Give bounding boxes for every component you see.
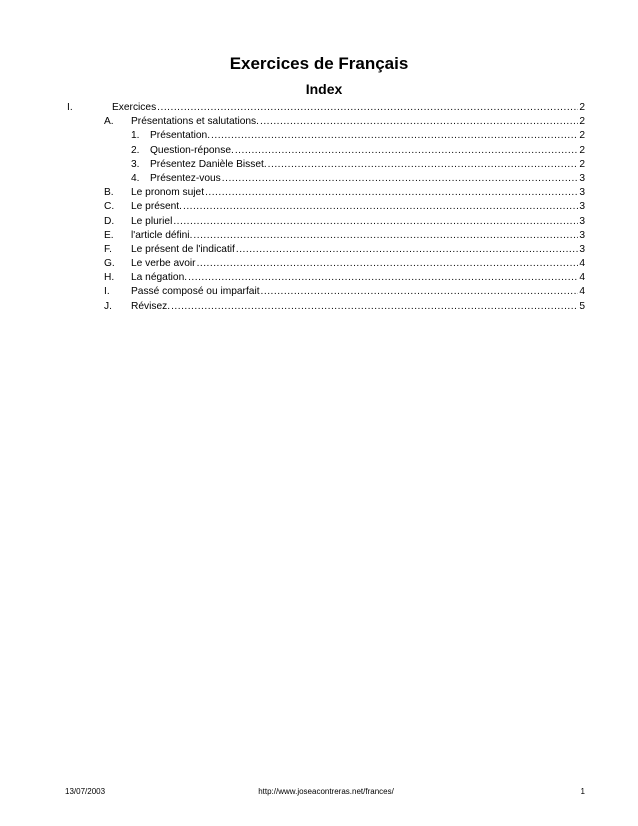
table-of-contents bbox=[0, 101, 638, 314]
toc-label: Le pluriel bbox=[131, 215, 173, 227]
footer-date: 13/07/2003 bbox=[65, 787, 106, 796]
toc-label: Passé composé ou imparfait bbox=[131, 286, 260, 298]
toc-label: Question-réponse. bbox=[150, 144, 234, 156]
toc-entry-pronom-sujet[interactable] bbox=[0, 186, 638, 200]
toc-marker: 2. bbox=[131, 144, 140, 156]
footer-page-number: 1 bbox=[580, 787, 585, 796]
toc-page-number: 2 bbox=[579, 144, 585, 156]
toc-label: Le pronom sujet bbox=[131, 187, 205, 199]
dot-leader bbox=[261, 285, 579, 299]
dot-leader bbox=[222, 172, 579, 186]
footer-url[interactable]: http://www.joseacontreras.net/frances/ bbox=[258, 787, 394, 796]
toc-page-number: 2 bbox=[579, 158, 585, 170]
toc-marker: B. bbox=[104, 187, 114, 199]
dot-leader bbox=[183, 200, 578, 214]
toc-page-number: 3 bbox=[579, 172, 585, 184]
toc-page-number: 4 bbox=[579, 286, 585, 298]
dot-leader bbox=[260, 115, 578, 129]
toc-page-number: 2 bbox=[579, 102, 585, 113]
toc-marker: G. bbox=[104, 258, 115, 270]
toc-page-number: 3 bbox=[579, 201, 585, 213]
toc-label: Présentez-vous bbox=[150, 172, 221, 184]
toc-label: Révisez. bbox=[131, 300, 171, 312]
toc-marker: I. bbox=[104, 286, 110, 298]
dot-leader bbox=[205, 186, 578, 200]
toc-page-number: 4 bbox=[579, 258, 585, 270]
toc-entry-article-defini[interactable] bbox=[0, 229, 638, 243]
toc-label: Le verbe avoir bbox=[131, 258, 196, 270]
toc-marker: E. bbox=[104, 229, 114, 241]
toc-label: Présentation. bbox=[150, 130, 211, 142]
toc-label: Le présent. bbox=[131, 201, 182, 213]
dot-leader bbox=[197, 257, 579, 271]
toc-marker: A. bbox=[104, 116, 114, 128]
toc-marker: I. bbox=[67, 102, 73, 113]
dot-leader bbox=[236, 243, 578, 257]
toc-page-number: 2 bbox=[579, 130, 585, 142]
toc-page-number: 5 bbox=[579, 300, 585, 312]
toc-marker: C. bbox=[104, 201, 115, 213]
toc-marker: 4. bbox=[131, 172, 140, 184]
toc-label: Présentez Danièle Bisset. bbox=[150, 158, 267, 170]
toc-entry-question-reponse[interactable] bbox=[0, 144, 638, 158]
toc-label: Présentations et salutations. bbox=[131, 116, 259, 128]
dot-leader bbox=[188, 271, 578, 285]
toc-marker: F. bbox=[104, 243, 112, 255]
toc-entry-passe-compose[interactable] bbox=[0, 285, 638, 299]
toc-entry-pluriel[interactable] bbox=[0, 215, 638, 229]
toc-page-number: 2 bbox=[579, 116, 585, 128]
toc-marker: H. bbox=[104, 272, 115, 284]
document-title: Exercices de Français bbox=[229, 54, 409, 73]
dot-leader bbox=[268, 158, 579, 172]
toc-label: Exercices bbox=[112, 102, 157, 113]
toc-marker: J. bbox=[104, 300, 112, 312]
dot-leader bbox=[211, 129, 578, 143]
index-heading: Index bbox=[305, 81, 343, 97]
dot-leader bbox=[171, 300, 578, 314]
toc-label: l'article défini. bbox=[131, 229, 193, 241]
toc-entry-negation[interactable] bbox=[0, 271, 638, 285]
toc-page-number: 3 bbox=[579, 187, 585, 199]
toc-marker: 1. bbox=[131, 130, 140, 142]
toc-marker: D. bbox=[104, 215, 115, 227]
dot-leader bbox=[235, 144, 579, 158]
toc-marker: 3. bbox=[131, 158, 140, 170]
toc-page-number: 3 bbox=[579, 243, 585, 255]
toc-entry-exercices[interactable] bbox=[0, 101, 638, 115]
toc-entry-present-indicatif[interactable] bbox=[0, 243, 638, 257]
toc-label: La négation. bbox=[131, 272, 188, 284]
toc-entry-presentations[interactable] bbox=[0, 115, 638, 129]
toc-entry-presentation[interactable] bbox=[0, 129, 638, 143]
toc-entry-revisez[interactable] bbox=[0, 300, 638, 314]
toc-entry-presentez-daniele-bisset[interactable] bbox=[0, 158, 638, 172]
toc-entry-present[interactable] bbox=[0, 200, 638, 214]
toc-label: Le présent de l'indicatif bbox=[131, 243, 235, 255]
dot-leader bbox=[173, 215, 578, 229]
dot-leader bbox=[157, 101, 578, 115]
dot-leader bbox=[193, 229, 578, 243]
toc-page-number: 3 bbox=[579, 229, 585, 241]
toc-page-number: 3 bbox=[579, 215, 585, 227]
toc-entry-presentez-vous[interactable] bbox=[0, 172, 638, 186]
toc-page-number: 4 bbox=[579, 272, 585, 284]
toc-entry-verbe-avoir[interactable] bbox=[0, 257, 638, 271]
